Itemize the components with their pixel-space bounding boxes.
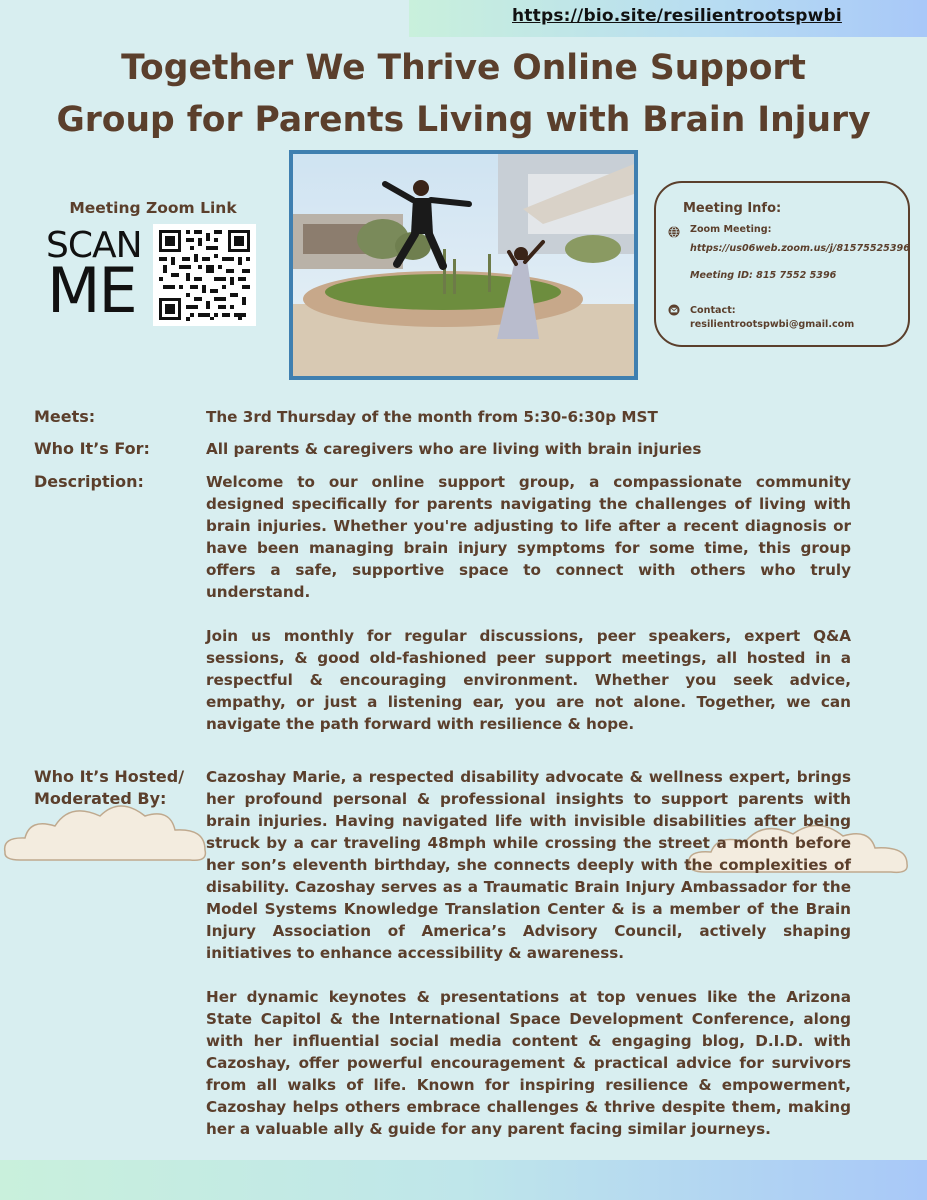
qr-code-icon[interactable] — [153, 224, 256, 326]
title-line-2: Group for Parents Living with Brain Injury — [56, 100, 871, 140]
page-title — [30, 42, 897, 146]
globe-icon — [668, 226, 680, 238]
meeting-id: Meeting ID: 815 7552 5396 — [690, 270, 837, 281]
event-photo — [289, 150, 638, 380]
zoom-meeting-label: Zoom Meeting: — [690, 224, 772, 235]
scan-me-text — [46, 225, 148, 327]
contact-label: Contact: — [690, 305, 736, 316]
zoom-meeting-url[interactable]: https://us06web.zoom.us/j/81575525396 — [690, 243, 910, 254]
meeting-info-card — [654, 181, 910, 347]
meets-value: The 3rd Thursday of the month from 5:30-6:30p MST — [206, 408, 658, 426]
host-text — [206, 766, 851, 1162]
description-paragraph-2: Join us monthly for regular discussions, peer speakers, expert Q&A sessions, & good old-fashioned peer support meetings, all hosted in a respectful & encouraging environment. Whether you seek advice, empathy, or just a listening ear, you are not alone. Together, we can navigate the path forward with resilience & hope. — [206, 627, 851, 733]
contact-email[interactable]: resilientrootspwbi@gmail.com — [690, 319, 855, 330]
zoom-link-label: Meeting Zoom Link — [69, 199, 237, 217]
description-text — [206, 471, 851, 757]
bio-site-link[interactable]: https://bio.site/resilientrootspwbi — [512, 6, 842, 26]
host-label-line-2: Moderated By: — [34, 789, 167, 808]
meets-label: Meets: — [34, 407, 96, 426]
who-for-value: All parents & caregivers who are living with brain injuries — [206, 440, 702, 458]
host-label-line-1: Who It’s Hosted/ — [34, 767, 185, 786]
who-for-label: Who It’s For: — [34, 439, 150, 458]
me-word: ME — [47, 254, 136, 327]
title-line-1: Together We Thrive Online Support — [121, 48, 806, 88]
host-label — [34, 766, 184, 810]
mail-icon — [668, 304, 680, 316]
scan-word: SCAN — [46, 225, 142, 266]
description-paragraph-1: Welcome to our online support group, a compassionate community designed specifically for parents navigating the challenges of living with brain injuries. Whether you're adjusting to life after a recent diagnosis or have been managing brain injury symptoms for some time, this group offers a safe, supportive space to connect with others who truly understand. — [206, 473, 851, 601]
host-paragraph-2: Her dynamic keynotes & presentations at top venues like the Arizona State Capitol & the International Space Development Conference, along with her influential social media content & engaging blog, D.I.D. with Cazoshay, offer powerful encouragement & practical advice for survivors from all walks of life. Known for inspiring resilience & empowerment, Cazoshay helps others embrace challenges & thrive despite them, making her a valuable ally & guide for any parent facing similar journeys. — [206, 988, 851, 1138]
meeting-info-title: Meeting Info: — [683, 201, 782, 216]
bottom-gradient-bar — [0, 1160, 927, 1200]
host-paragraph-1: Cazoshay Marie, a respected disability advocate & wellness expert, brings her profound personal & professional insights to support parents with brain injuries. Having navigated life with invisible disabilities after being struck by a car traveling 48mph while crossing the street a month before her son’s eleventh birthday, she connects deeply with the complexities of disability. Cazoshay serves as a Traumatic Brain Injury Ambassador for the Model Systems Knowledge Translation Center & is a member of the Brain Injury Association of America’s Advisory Council, actively shaping initiatives to enhance accessibility & awareness. — [206, 768, 851, 962]
description-label: Description: — [34, 472, 144, 491]
